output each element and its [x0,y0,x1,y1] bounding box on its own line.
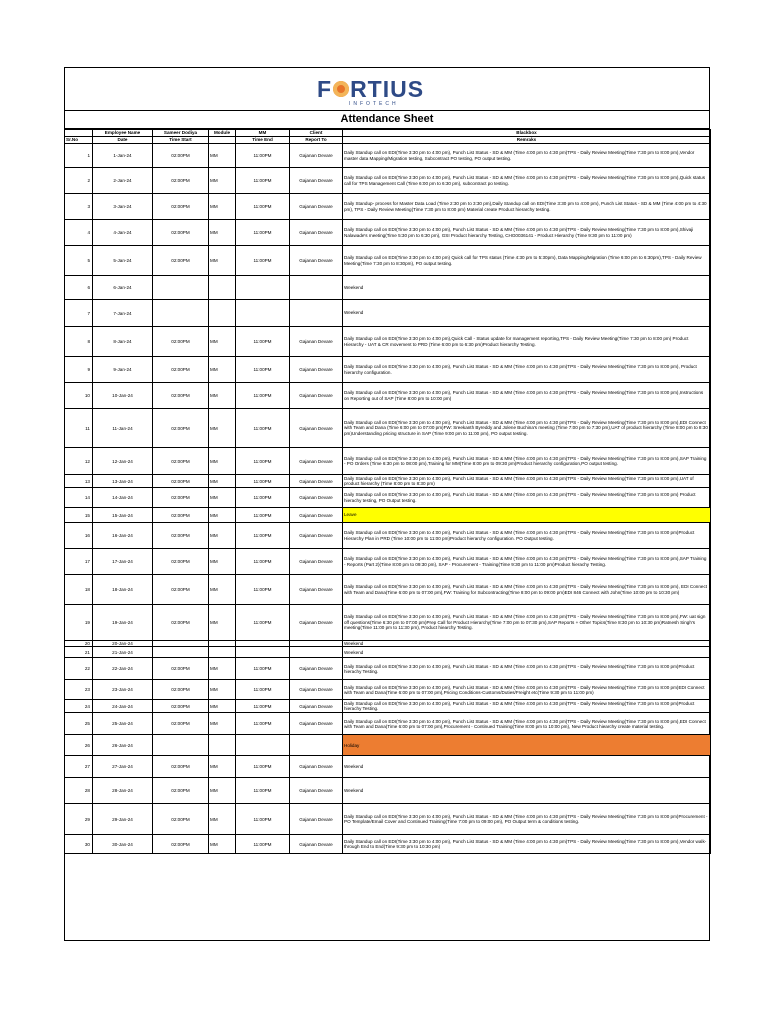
module-cell: MM [209,168,236,194]
module-cell: MM [209,835,236,854]
table-row [65,713,711,735]
sno-cell: 14 [65,488,93,508]
remarks-cell: Daily Standup call on EDI(Time 3:30 pm to 4:00 pm), Punch List Status - SD & MM (Time 4:00 pm to 4:30 pm)TPS - Daily Review Meeting(Time 7:30 pm to 8:00 pm),Quick status call for TPS Management Call (Time 6:00 pm to 6:30 pm), subcontract po testing. [343,168,711,194]
time-start-cell: 02:00PM [153,246,209,276]
table-row [65,327,711,357]
module-cell: MM [209,475,236,488]
time-end-cell: 11:00PM [236,448,290,475]
sno-cell: 6 [65,276,93,300]
time-start-cell: 02:00PM [153,549,209,575]
module-cell: MM [209,327,236,357]
date-cell: 12-Jan-24 [93,448,153,475]
remarks-cell: Daily Standup call on EDI(Time 3:30 pm to 4:00 pm), Punch List Status - SD & MM (Time 4:00 pm to 4:30 pm)TPS - Daily Review Meeting(Time 7:30 pm to 8:00 pm) Product hierachy testing, PO Output testing. [343,488,711,508]
date-cell: 8-Jan-24 [93,327,153,357]
date-cell: 13-Jan-24 [93,475,153,488]
remarks-cell: Daily Standup call on EDI(Time 3:30 pm to 4:00 pm), Punch List Status - SD & MM (Time 4:00 pm to 4:30 pm)TPS - Daily Review Meeting(Time 7:30 pm to 8:00 pm)Product hierachy Testing. [343,700,711,713]
date-cell: 2-Jan-24 [93,168,153,194]
logo-wordmark: F RTIUS [317,76,425,102]
report-to-cell: Gajanan Devare [290,680,343,700]
sno-cell: 21 [65,647,93,658]
sno-cell: 25 [65,713,93,735]
time-start-cell: 02:00PM [153,575,209,605]
report-to-cell: Gajanan Devare [290,383,343,409]
table-row [65,735,711,756]
time-start-cell: 02:00PM [153,409,209,448]
table-row [65,144,711,168]
time-end-cell: 11:00PM [236,194,290,220]
time-end-cell: 11:00PM [236,575,290,605]
date-cell: 1-Jan-24 [93,144,153,168]
sno-cell: 10 [65,383,93,409]
time-end-cell: 11:00PM [236,804,290,835]
sno-cell: 24 [65,700,93,713]
remarks-cell: Leave [343,508,711,523]
report-to-cell: Gajanan Devare [290,488,343,508]
report-to-cell [290,647,343,658]
date-cell: 29-Jan-24 [93,804,153,835]
report-to-cell: Gajanan Devare [290,508,343,523]
time-start-cell [153,735,209,756]
table-row [65,475,711,488]
time-end-cell: 11:00PM [236,168,290,194]
date-cell: 3-Jan-24 [93,194,153,220]
remarks-cell: Weekend [343,276,711,300]
date-cell: 19-Jan-24 [93,605,153,641]
attendance-sheet [64,67,710,941]
time-start-cell [153,300,209,327]
time-end-cell: 11:00PM [236,756,290,778]
time-start-cell: 02:00PM [153,680,209,700]
report-to-cell: Gajanan Devare [290,575,343,605]
sno-cell: 11 [65,409,93,448]
table-row [65,357,711,383]
time-end-cell: 11:00PM [236,778,290,804]
module-cell [209,735,236,756]
attendance-table [64,129,711,854]
table-row [65,756,711,778]
sno-cell: 20 [65,641,93,647]
table-row [65,300,711,327]
sno-cell: 15 [65,508,93,523]
sno-cell: 18 [65,575,93,605]
report-to-cell: Gajanan Devare [290,409,343,448]
time-end-cell [236,735,290,756]
module-cell: MM [209,680,236,700]
module-cell: MM [209,144,236,168]
col-sno: Sr.No [65,137,93,144]
sno-cell: 5 [65,246,93,276]
remarks-cell: Daily Standup call on EDI(Time 3:30 pm to 4:00 pm), Punch List Status - SD & MM (Time 4:00 pm to 4:30 pm)TPS - Daily Review Meeting(Time 7:30 pm to 8:00 pm)Product Hierarchy Plan in PRD (Time 10:00 pm to 11:00 pm)Product hierarchy configuration. PO Output testing. [343,523,711,549]
module-cell: MM [209,220,236,246]
time-start-cell: 02:00PM [153,523,209,549]
time-start-cell: 02:00PM [153,383,209,409]
date-cell: 25-Jan-24 [93,713,153,735]
report-to-cell: Gajanan Devare [290,448,343,475]
report-to-cell: Gajanan Devare [290,357,343,383]
company-logo [317,76,457,106]
report-to-cell: Gajanan Devare [290,144,343,168]
table-row [65,804,711,835]
module-cell: MM [209,448,236,475]
time-end-cell: 11:00PM [236,700,290,713]
time-end-cell: 11:00PM [236,357,290,383]
remarks-cell: Weekend [343,778,711,804]
time-start-cell: 02:00PM [153,605,209,641]
module-value: MM [236,130,290,137]
time-start-cell: 02:00PM [153,194,209,220]
sno-cell: 17 [65,549,93,575]
report-to-cell: Gajanan Devare [290,194,343,220]
time-start-cell: 02:00PM [153,508,209,523]
remarks-cell: Weekend [343,647,711,658]
table-row [65,700,711,713]
report-to-cell [290,276,343,300]
time-end-cell: 11:00PM [236,658,290,680]
col-date: Date [93,137,153,144]
report-to-cell: Gajanan Devare [290,523,343,549]
header-row-1 [65,130,711,137]
remarks-cell: Daily Standup call on EDI(Time 3:30 pm to 4:00 pm), Punch List Status - SD & MM (Time 4:00 pm to 4:30 pm)TPS - Daily Review Meeting(Time 7:30 pm to 8:00 pm),FW: uat sign off questions(Time 6:30 pm to 07:00 pm)Prep Call for Product Hierarchy(Time 7:00 pm to 07:30 pm),SAP Reports + Other Topics(Time 8:30 pm to 10:30 pm)Ratnesh Singh's meeting(Time 11:00 pm to 11:30 pm), Product hiearchy Testing. [343,605,711,641]
module-cell [209,300,236,327]
table-row [65,549,711,575]
remarks-cell: Holiday [343,735,711,756]
report-to-cell [290,300,343,327]
table-row [65,246,711,276]
time-end-cell: 11:00PM [236,523,290,549]
module-cell: MM [209,246,236,276]
module-cell: MM [209,658,236,680]
module-cell: MM [209,523,236,549]
time-start-cell: 02:00PM [153,804,209,835]
time-start-cell: 02:00PM [153,700,209,713]
time-end-cell: 11:00PM [236,680,290,700]
module-cell: MM [209,700,236,713]
report-to-cell: Gajanan Devare [290,549,343,575]
date-cell: 20-Jan-24 [93,641,153,647]
date-cell: 17-Jan-24 [93,549,153,575]
table-row [65,778,711,804]
table-row [65,168,711,194]
table-row [65,680,711,700]
date-cell: 30-Jan-24 [93,835,153,854]
time-end-cell: 11:00PM [236,409,290,448]
table-row [65,835,711,854]
time-start-cell: 02:00PM [153,475,209,488]
remarks-cell: Weekend [343,300,711,327]
sno-cell: 27 [65,756,93,778]
table-row [65,276,711,300]
module-cell: MM [209,549,236,575]
module-cell: MM [209,575,236,605]
time-end-cell: 11:00PM [236,144,290,168]
employee-name-label: Employee Name [93,130,153,137]
remarks-cell: Daily Standup call on EDI(Time 3:30 pm to 4:00 pm), Punch List Status - SD & MM (Time 4:00 pm to 4:30 pm)TPS - Daily Review Meeting(Time 7:30 pm to 8:00 pm)Procurement - PO Template/Email Cover and Continued Training(Time 7:00 pm to 09:00 pm), PO Output term & conditions testing. [343,804,711,835]
date-cell: 22-Jan-24 [93,658,153,680]
logo-area [65,68,709,111]
report-to-cell: Gajanan Devare [290,475,343,488]
report-to-cell: Gajanan Devare [290,327,343,357]
sno-cell: 12 [65,448,93,475]
date-cell: 5-Jan-24 [93,246,153,276]
remarks-cell: Daily Standup call on EDI(Time 3:30 pm to 4:00 pm), Punch List Status - SD & MM (Time 4:00 pm to 4:30 pm)TPS - Daily Review Meeting(Time 7:30 pm to 8:00 pm),Vendor walk-through End to End(Time 9:30 pm to 10:30 pm) [343,835,711,854]
remarks-cell: Daily Standup call on EDI(Time 3:30 pm to 4:00 pm),Quick Call - Status update for management reporting,TPS - Daily Review Meeting(Time 7:30 pm to 8:00 pm) Product Hierarchy - UAT & CR movement to PRD (Time 6:00 pm to 6:30 pm)Product hierarchy Testing. [343,327,711,357]
sno-cell: 13 [65,475,93,488]
logo-o-icon [333,81,349,97]
time-start-cell: 02:00PM [153,220,209,246]
table-row [65,194,711,220]
module-cell: MM [209,508,236,523]
page-title: Attendance Sheet [65,111,709,129]
report-to-cell: Gajanan Devare [290,658,343,680]
time-start-cell: 02:00PM [153,835,209,854]
sno-cell: 2 [65,168,93,194]
remarks-cell: Weekend [343,756,711,778]
sno-cell: 3 [65,194,93,220]
employee-name-value: Sameer Dodiya [153,130,209,137]
report-to-cell: Gajanan Devare [290,220,343,246]
remarks-cell: Daily Standup call on EDI(Time 3:30 pm to 4:00 pm), Punch List Status - SD & MM (Time 4:00 pm to 4:30 pm)TPS - Daily Review Meeting(Time 7:30 pm to 8:00 pm),EDI Connect with Team and Dana (Time 6:00 pm to 07:00 pm)FW: Sreekanth Byreddy and Jolene Buchina's meeting (Time 7:00 pm to 7:30 pm),UAT of product hierarchy (Time 8:00 pm to 8:30 pm)Understanding pricing structure in SAP (Time 9:00 pm to 11:00 pm), PO output testing. [343,409,711,448]
module-cell: MM [209,804,236,835]
remarks-cell: Daily Standup call on EDI(Time 3:30 pm to 4:00 pm), Punch List Status - SD & MM (Time 4:00 pm to 4:30 pm)TPS - Daily Review Meeting(Time 7:30 pm to 8:00 pm),UAT of product hierarchy (Time 8:00 pm to 8:30 pm) [343,475,711,488]
time-end-cell: 11:00PM [236,475,290,488]
date-cell: 10-Jan-24 [93,383,153,409]
report-to-cell: Gajanan Devare [290,605,343,641]
time-end-cell: 11:00PM [236,508,290,523]
remarks-cell: Daily Standup call on EDI(Time 3:30 pm to 4:00 pm), Punch List Status - SD & MM (Time 4:00 pm to 4:30 pm)TPS - Daily Review Meeting(Time 7:30 pm to 8:00 pm),EDI Connect with Team and Dana(Time 6:00 pm to 07:00 pm),Procurement - Continued Training(Time 8:00 pm to 10:00 pm), New Product hiearchy create material testing. [343,713,711,735]
sno-cell: 22 [65,658,93,680]
module-cell: MM [209,713,236,735]
table-row [65,383,711,409]
table-row [65,575,711,605]
time-end-cell [236,276,290,300]
time-end-cell: 11:00PM [236,713,290,735]
table-row [65,448,711,475]
report-to-cell: Gajanan Devare [290,835,343,854]
time-start-cell: 02:00PM [153,658,209,680]
report-to-cell: Gajanan Devare [290,700,343,713]
time-end-cell: 11:00PM [236,383,290,409]
table-row [65,647,711,658]
time-end-cell: 11:00PM [236,549,290,575]
remarks-cell: Daily Standup call on EDI(Time 3:30 pm to 4:00 pm), Punch List Status - SD & MM (Time 4:00 pm to 4:30 pm)TPS - Daily Review Meeting(Time 7:30 pm to 8:00 pm), EDI Connect with Team and Dana(Time 6:00 pm to 07:00 pm),FW: Training for Subcontracting(Time 8:00 pm to 09:00 pm)EDI 846 Connect with John(Time 10:00 pm to 10:30 pm) [343,575,711,605]
module-label: Module [209,130,236,137]
time-end-cell: 11:00PM [236,246,290,276]
table-row [65,409,711,448]
logo-subtitle: INFOTECH [349,101,399,107]
date-cell: 7-Jan-24 [93,300,153,327]
col-time-end: Time End [236,137,290,144]
sno-cell: 28 [65,778,93,804]
time-start-cell: 02:00PM [153,448,209,475]
table-row [65,508,711,523]
time-end-cell: 11:00PM [236,605,290,641]
report-to-cell: Gajanan Devare [290,804,343,835]
date-cell: 16-Jan-24 [93,523,153,549]
sno-cell: 7 [65,300,93,327]
date-cell: 11-Jan-24 [93,409,153,448]
remarks-cell: Daily Standup call on EDI(Time 3:30 pm to 4:00 pm), Punch List Status - SD & MM (Time 4:00 pm to 4:30 pm)TPS - Daily Review Meeting(Time 7:30 pm to 8:00 pm),SAP Training - PO Orders (Time 6:30 pm to 08:00 pm),Training for MM(Time 8:00 pm to 09:30 pm)Product hierarchy configuration,PO output testing. [343,448,711,475]
sno-cell: 8 [65,327,93,357]
module-cell: MM [209,488,236,508]
table-row [65,220,711,246]
time-end-cell: 11:00PM [236,835,290,854]
col-report-to: Report To [290,137,343,144]
module-cell [209,276,236,300]
time-end-cell: 11:00PM [236,327,290,357]
date-cell: 21-Jan-24 [93,647,153,658]
module-cell: MM [209,357,236,383]
time-start-cell: 02:00PM [153,327,209,357]
header-row-2 [65,137,711,144]
date-cell: 28-Jan-24 [93,778,153,804]
date-cell: 23-Jan-24 [93,680,153,700]
time-start-cell: 02:00PM [153,168,209,194]
col-remarks: Remraks [343,137,711,144]
time-start-cell: 02:00PM [153,488,209,508]
module-cell: MM [209,756,236,778]
sno-cell: 16 [65,523,93,549]
time-end-cell [236,300,290,327]
module-cell: MM [209,605,236,641]
report-to-cell: Gajanan Devare [290,246,343,276]
report-to-cell: Gajanan Devare [290,778,343,804]
time-start-cell: 02:00PM [153,756,209,778]
date-cell: 26-Jan-24 [93,735,153,756]
date-cell: 15-Jan-24 [93,508,153,523]
sno-cell: 29 [65,804,93,835]
date-cell: 6-Jan-24 [93,276,153,300]
table-row [65,523,711,549]
time-start-cell: 02:00PM [153,778,209,804]
time-start-cell [153,276,209,300]
sno-cell: 30 [65,835,93,854]
remarks-cell: Daily Standup call on EDI(Time 3:30 pm to 4:00 pm), Punch List Status - SD & MM (Time 4:00 pm to 4:30 pm)TPS - Daily Review Meeting(Time 7:30 pm to 8:00 pm)Product hierachy Testing. [343,658,711,680]
remarks-cell: Daily Standup call on EDI(Time 3:30 pm to 4:00 pm) Quick call for TPS status (Time 4:30 pm to 5:30pm), Data Mapping/Migration (Time 6:00 pm to 6:30pm),TPS - Daily Review Meeting(Time 7:30 pm to 8:30pm), PO output testing. [343,246,711,276]
time-end-cell: 11:00PM [236,220,290,246]
report-to-cell [290,735,343,756]
remarks-cell: Daily Standup call on EDI(Time 3:30 pm to 4:00 pm), Punch List Status - SD & MM (Time 4:00 pm to 4:30 pm)TPS - Daily Review Meeting(Time 7:30 pm to 8:00 pm)EDI Connect with Team and Dana(Time 6:00 pm to 07:00 pm),Pricing Conditions-Customs/Duties/Freight etc(Time 9:30 pm to 11:00 pm) [343,680,711,700]
report-to-cell: Gajanan Devare [290,756,343,778]
sno-cell: 23 [65,680,93,700]
report-to-cell: Gajanan Devare [290,168,343,194]
remarks-cell: Daily Standup call on EDI(Time 3:30 pm to 4:00 pm), Punch List Status - SD & MM (Time 4:00 pm to 4:30 pm)TPS - Daily Review Meeting(Time 7:30 pm to 8:00 pm),Instructions on Reporting out of SAP (Time 8:00 pm to 10:00 pm) [343,383,711,409]
module-cell: MM [209,194,236,220]
remarks-cell: Daily Standup call on EDI(Time 3:30 pm to 4:00 pm), Punch List Status - SD & MM (Time 4:00 pm to 4:30 pm)TPS - Daily Review Meeting(Time 7:30 pm to 8:00 pm),Shivaji Nalawade's meeting(Time 5:30 pm to 6:30 pm), GSI Product hierarchy Testing, CHG0036141 - Product Hierarchy (Time 9:30 pm to 11:00 pm) [343,220,711,246]
time-start-cell: 02:00PM [153,713,209,735]
remarks-cell: Daily Standup call on EDI(Time 3:30 pm to 4:00 pm), Punch List Status - SD & MM (Time 4:00 pm to 4:30 pm)TPS - Daily Review Meeting(Time 7:30 pm to 8:00 pm),Vendor master data Mapping/Migration testing, Subcontract PO testing, PO output testing. [343,144,711,168]
module-cell: MM [209,778,236,804]
module-cell [209,647,236,658]
time-start-cell [153,647,209,658]
date-cell: 24-Jan-24 [93,700,153,713]
sno-cell: 26 [65,735,93,756]
date-cell: 14-Jan-24 [93,488,153,508]
remarks-cell: Daily Standup- process for Master Data Load (Time 2:30 pm to 3:30 pm),Daily Standup call on EDI(Time 3:30 pm to 4:00 pm), Punch List Status - SD & MM (Time 4:00 pm to 4:30 pm), TPS - Daily Review Meeting(Time 7:30 pm to 8:00 pm) Material create Product hierarchy testing. [343,194,711,220]
report-to-cell: Gajanan Devare [290,713,343,735]
time-start-cell: 02:00PM [153,144,209,168]
table-row [65,605,711,641]
client-value: Blackbox [343,130,711,137]
date-cell: 18-Jan-24 [93,575,153,605]
table-row [65,488,711,508]
sno-cell: 19 [65,605,93,641]
time-start-cell: 02:00PM [153,357,209,383]
time-end-cell: 11:00PM [236,488,290,508]
time-end-cell [236,647,290,658]
table-row [65,658,711,680]
remarks-cell: Weekend [343,641,711,647]
client-label: Client [290,130,343,137]
date-cell: 4-Jan-24 [93,220,153,246]
date-cell: 27-Jan-24 [93,756,153,778]
remarks-cell: Daily Standup call on EDI(Time 3:30 pm to 4:00 pm), Punch List Status - SD & MM (Time 4:00 pm to 4:30 pm)TPS - Daily Review Meeting(Time 7:30 pm to 8:00 pm),SAP Training - Reports (Part 2)(Time 8:00 pm to 09:30 pm), SAP - Procurement - Training(Time 9:30 pm to 11:00 pm)Product hierachy Testing. [343,549,711,575]
date-cell: 9-Jan-24 [93,357,153,383]
sno-cell: 1 [65,144,93,168]
module-cell: MM [209,383,236,409]
sno-cell: 9 [65,357,93,383]
module-cell: MM [209,409,236,448]
remarks-cell: Daily Standup call on EDI(Time 3:30 pm to 4:00 pm), Punch List Status - SD & MM (Time 4:00 pm to 4:30 pm)TPS - Daily Review Meeting(Time 7:30 pm to 8:00 pm), Product hierarchy configuration. [343,357,711,383]
col-time-start: Time Start [153,137,209,144]
sno-cell: 4 [65,220,93,246]
